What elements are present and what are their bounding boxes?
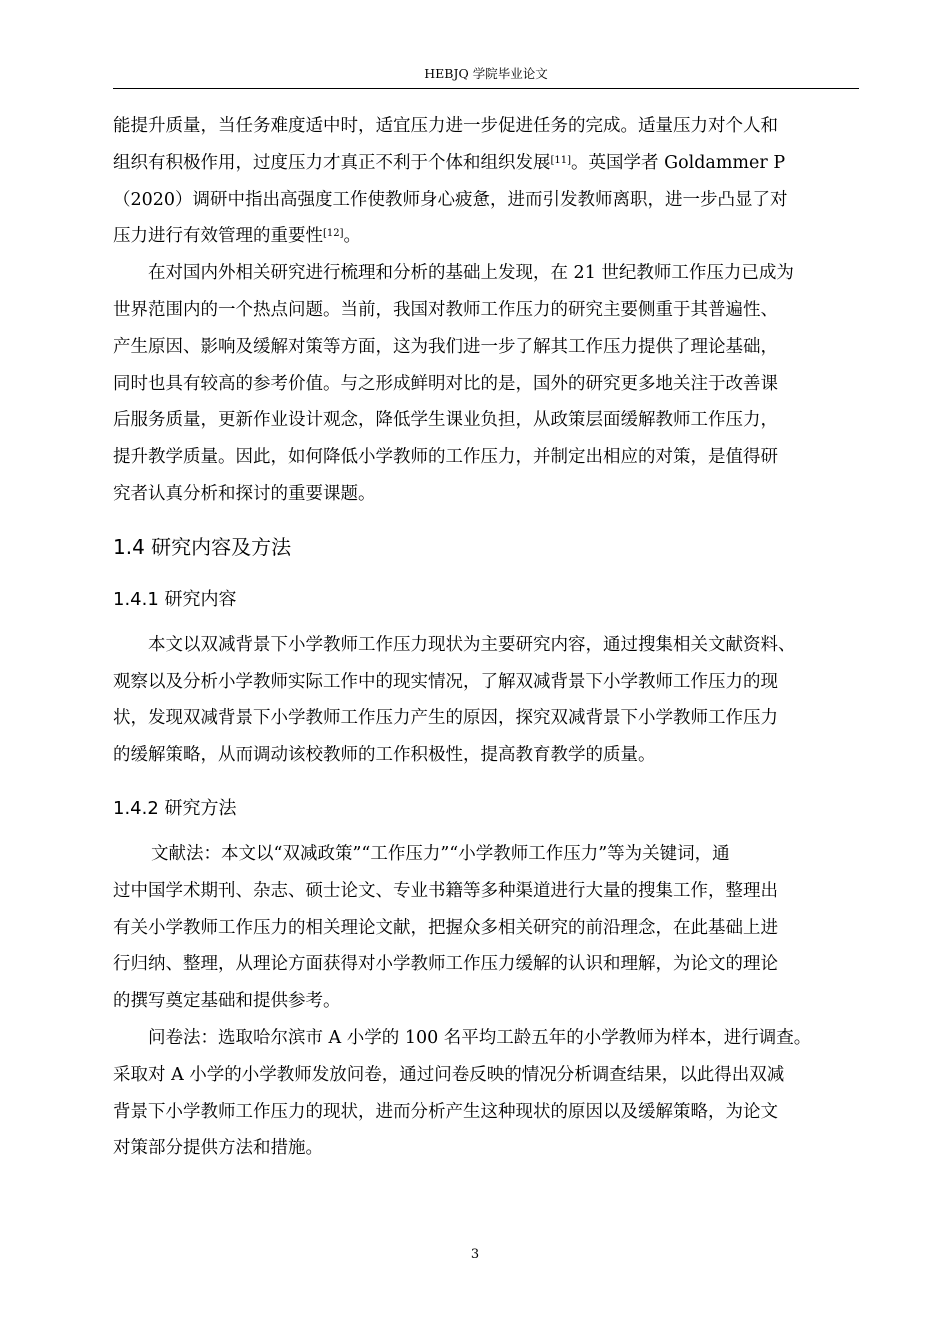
citation: [11] <box>550 154 572 166</box>
text-line: 观察以及分析小学教师实际工作中的现实情况，了解双减背景下小学教师工作压力的现 <box>113 671 778 692</box>
page-header <box>113 66 859 89</box>
text-line: 状，发现双减背景下小学教师工作压力产生的原因，探究双减背景下小学教师工作压力 <box>113 708 778 729</box>
text-line: 能提升质量，当任务难度适中时，适宜压力进一步促进任务的完成。适量压力对个人和 <box>113 116 778 136</box>
text-line: 背景下小学教师工作压力的现状，进而分析产生这种现状的原因以及缓解策略，为论文 <box>113 1101 778 1122</box>
citation: [12] <box>323 228 344 240</box>
text-line: 本文以双减背景下小学教师工作压力现状为主要研究内容，通过搜集相关文献资料、 <box>148 634 796 655</box>
text-line: 的撰写奠定基础和提供参考。 <box>113 991 341 1012</box>
section-heading-1-4-1: 1.4.1 研究内容 <box>113 588 237 610</box>
text-line: 提升教学质量。因此，如何降低小学教师的工作压力，并制定出相应的对策，是值得研 <box>113 447 778 468</box>
header-title: HEBJQ 学院毕业论文 <box>424 66 548 81</box>
text-line: 采取对 A 小学的小学教师发放问卷，通过问卷反映的情况分析调查结果，以此得出双减 <box>113 1064 785 1085</box>
text-line: 世界范围内的一个热点问题。当前，我国对教师工作压力的研究主要侧重于其普遍性、 <box>113 299 778 320</box>
text-line: 有关小学教师工作压力的相关理论文献，把握众多相关研究的前沿理念，在此基础上进 <box>113 917 778 938</box>
text-line: 行归纳、整理，从理论方面获得对小学教师工作压力缓解的认识和理解，为论文的理论 <box>113 954 778 975</box>
text-line: 究者认真分析和探讨的重要课题。 <box>113 483 376 504</box>
text-line: 的缓解策略，从而调动该校教师的工作积极性，提高教育教学的质量。 <box>113 745 656 766</box>
section-heading-1-4-2: 1.4.2 研究方法 <box>113 797 237 819</box>
text-line: 压力进行有效管理的重要性[12]。 <box>113 226 362 247</box>
page-body <box>113 108 859 1167</box>
text-line: 在对国内外相关研究进行梳理和分析的基础上发现，在 21 世纪教师工作压力已成为 <box>148 263 794 284</box>
page-number: 3 <box>470 1247 480 1262</box>
section-heading-1-4: 1.4 研究内容及方法 <box>113 534 292 559</box>
text-line: 文献法：本文以“双减政策”“工作压力”“小学教师工作压力”等为关键词，通 <box>151 843 730 864</box>
text-line: 对策部分提供方法和措施。 <box>113 1138 323 1159</box>
text-line: （2020）调研中指出高强度工作使教师身心疲惫，进而引发教师离职，进一步凸显了对 <box>113 189 788 210</box>
text-line: 同时也具有较高的参考价值。与之形成鲜明对比的是，国外的研究更多地关注于改善课 <box>113 373 778 394</box>
text-line: 后服务质量，更新作业设计观念，降低学生课业负担，从政策层面缓解教师工作压力， <box>113 410 778 431</box>
text-line: 产生原因、影响及缓解对策等方面，这为我们进一步了解其工作压力提供了理论基础， <box>113 336 778 357</box>
text-line: 过中国学术期刊、杂志、硕士论文、专业书籍等多种渠道进行大量的搜集工作，整理出 <box>113 880 778 901</box>
text-line: 问卷法：选取哈尔滨市 A 小学的 100 名平均工龄五年的小学教师为样本，进行调查。 <box>148 1027 812 1048</box>
text-line: 组织有积极作用，过度压力才真正不利于个体和组织发展[11]。英国学者 Goldammer P <box>113 152 786 173</box>
